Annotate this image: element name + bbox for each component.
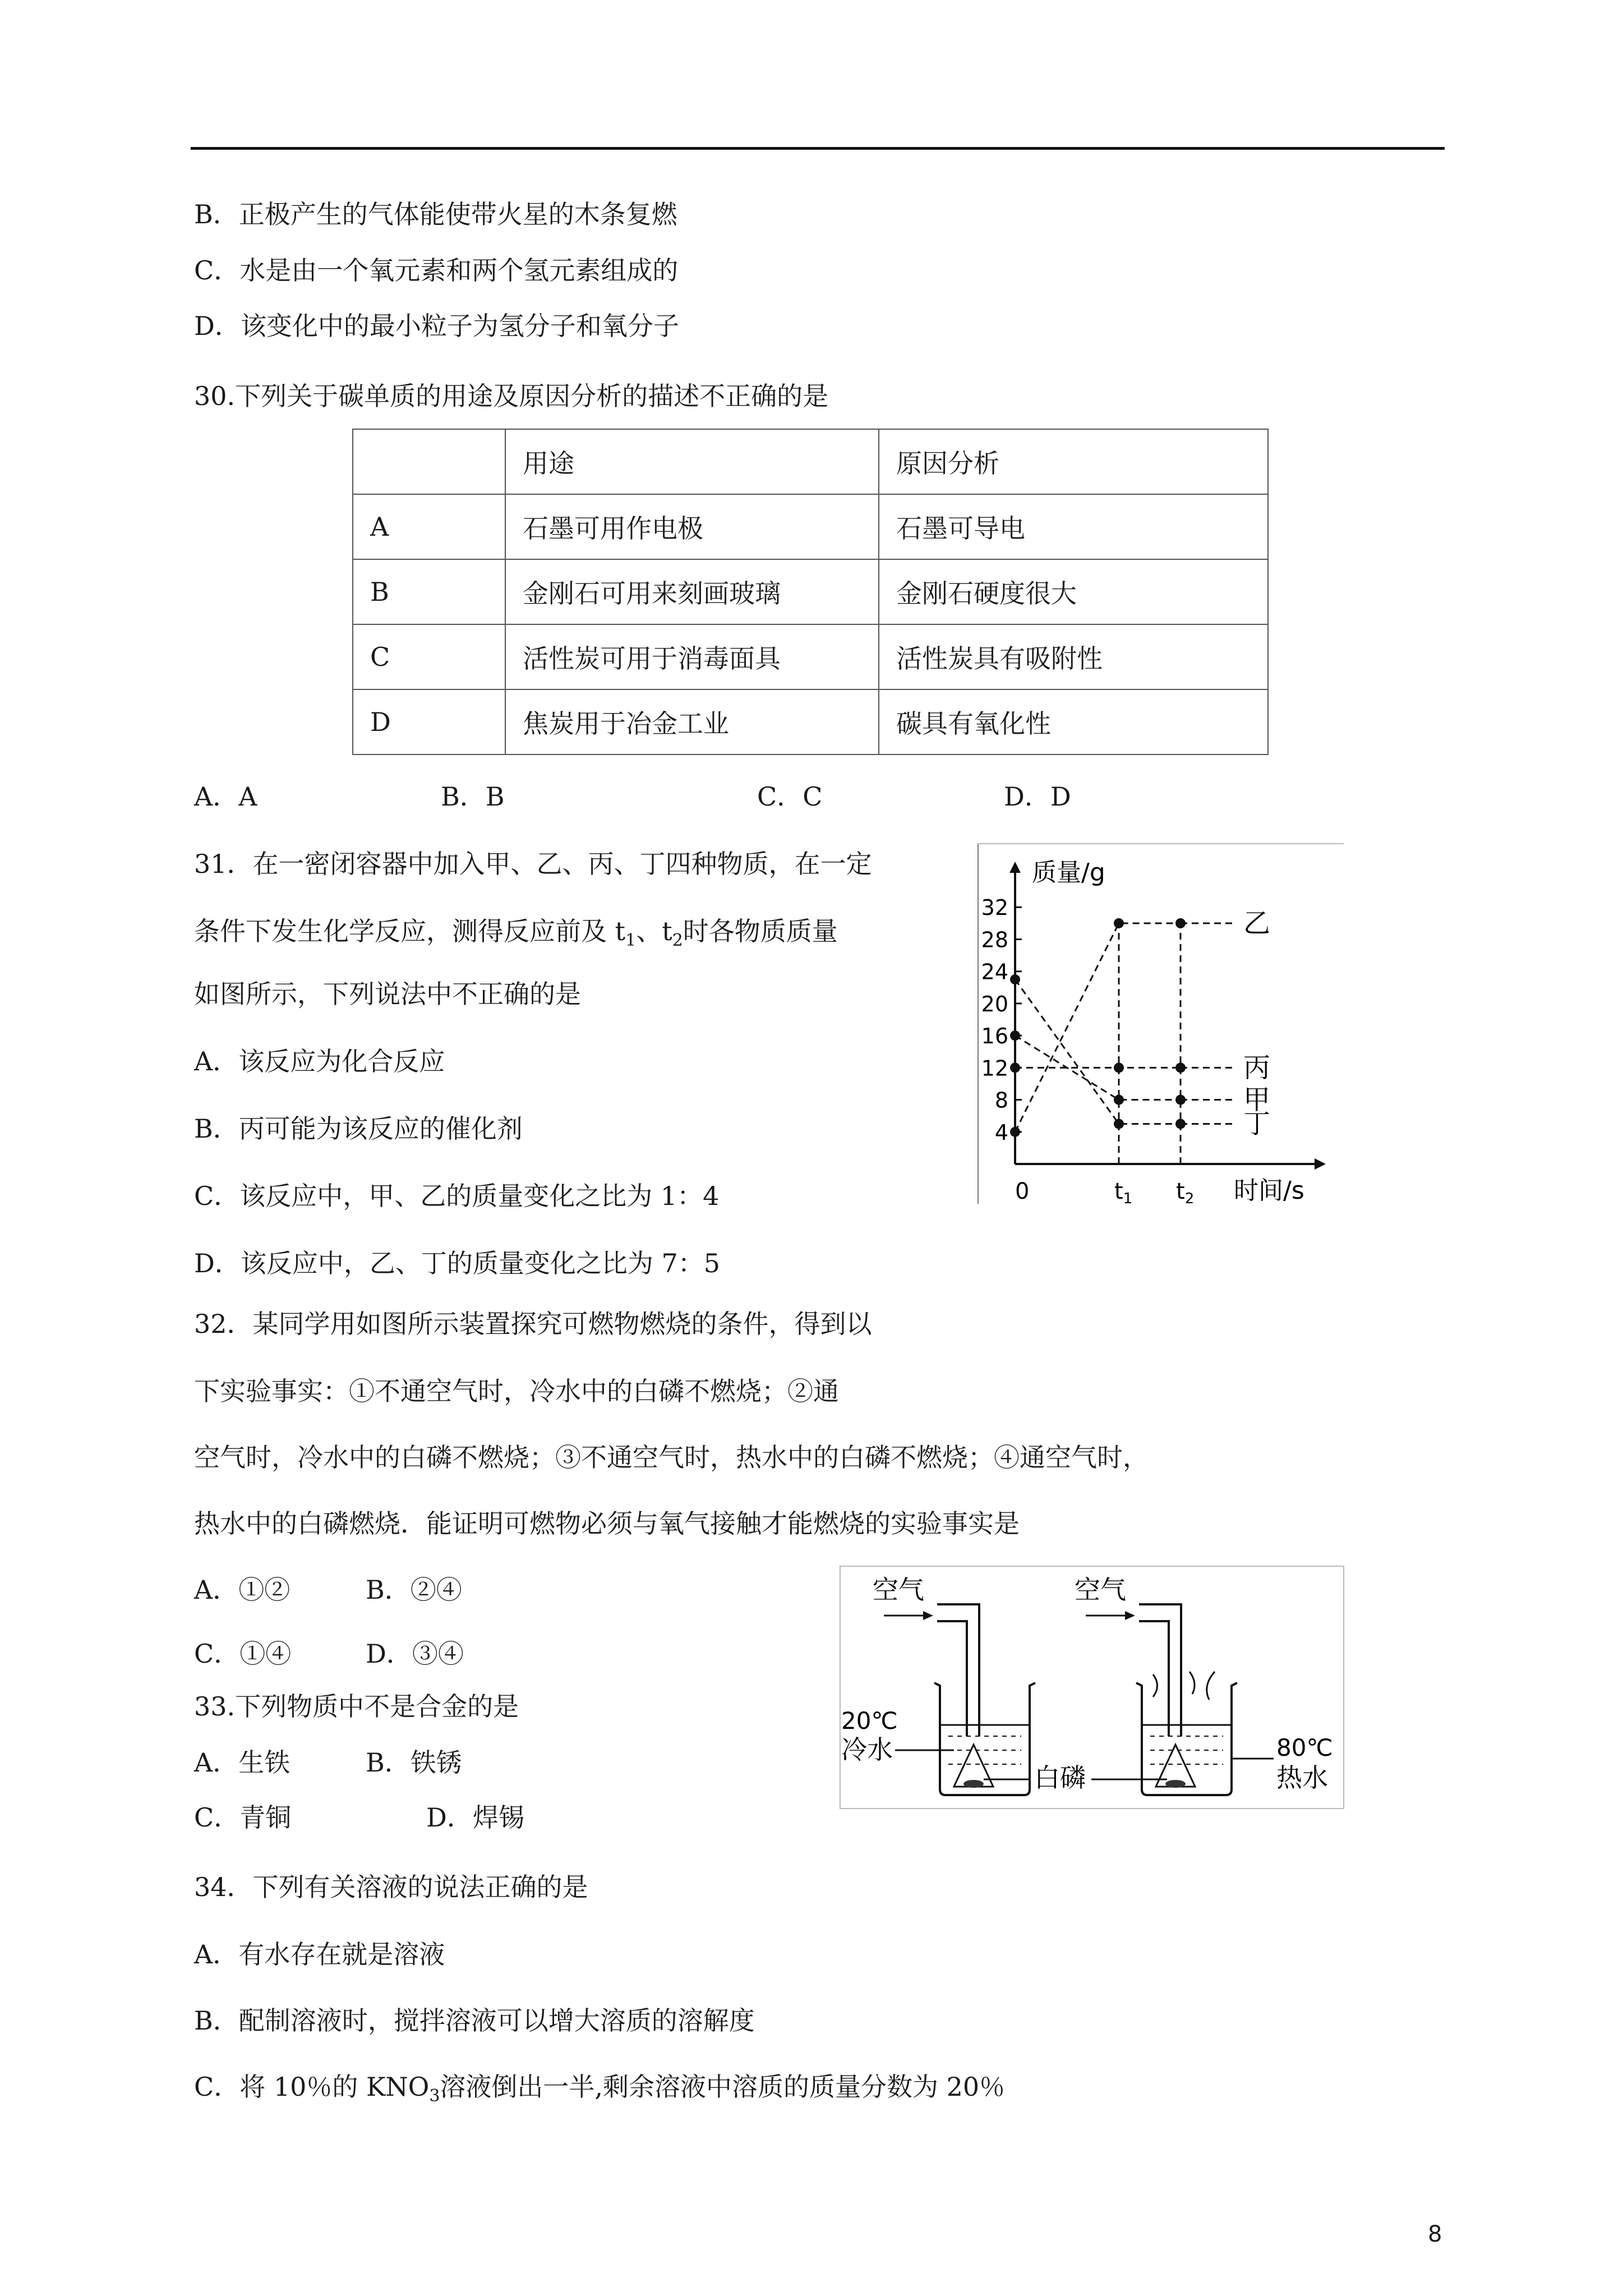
table-cell: 原因分析 <box>879 429 1268 494</box>
text-run: 条件下发生化学反应，测得反应前及 t <box>194 916 626 946</box>
table-cell: 碳具有氧化性 <box>879 689 1268 754</box>
table-row <box>353 494 1268 559</box>
y-tick-label: 16 <box>981 1024 1008 1049</box>
text-run: C．将 10％的 KNO <box>194 2072 430 2102</box>
q31-stem-line1: 31．在一密闭容器中加入甲、乙、丙、丁四种物质，在一定 <box>194 849 872 879</box>
table-cell: C <box>353 624 505 689</box>
q30-option-c: C．C <box>757 781 823 812</box>
hot-water-label: 热水 <box>1276 1763 1328 1793</box>
text-run: 溶液倒出一半,剩余溶液中溶质的质量分数为 20％ <box>440 2072 1006 2102</box>
q31-stem-line3: 如图所示，下列说法中不正确的是 <box>194 979 581 1009</box>
table-cell: 活性炭可用于消毒面具 <box>505 624 879 689</box>
prev-option-b: B．正极产生的气体能使带火星的木条复燃 <box>194 199 677 229</box>
chart-labels <box>981 858 1304 1206</box>
data-point <box>1114 918 1124 928</box>
q32-stem-line4: 热水中的白磷燃烧．能证明可燃物必须与氧气接触才能燃烧的实验事实是 <box>194 1508 1020 1539</box>
white-phosphorus-right <box>1165 1780 1186 1788</box>
x-axis-label: 时间/s <box>1234 1176 1304 1205</box>
q32-stem-line3: 空气时，冷水中的白磷不燃烧；③不通空气时，热水中的白磷不燃烧；④通空气时， <box>194 1442 1149 1473</box>
text-run: 时各物质质量 <box>683 916 838 946</box>
air-tube-right <box>1139 1604 1181 1736</box>
q30-option-b: B．B <box>441 781 505 812</box>
air-tube-left <box>937 1604 979 1736</box>
q31-option-d: D．该反应中，乙、丁的质量变化之比为 7：5 <box>194 1248 721 1278</box>
table-cell: B <box>353 559 505 624</box>
steam-icon <box>1153 1672 1215 1700</box>
q33-option-b: B．铁锈 <box>366 1747 462 1778</box>
q32-option-c: C．①④ <box>194 1639 292 1669</box>
table-cell: 石墨可导电 <box>879 494 1268 559</box>
table-cell: 金刚石硬度很大 <box>879 559 1268 624</box>
y-tick-label: 4 <box>994 1120 1008 1145</box>
data-point <box>1175 1062 1186 1073</box>
combustion-apparatus-figure <box>839 1565 1345 1810</box>
prev-option-d: D．该变化中的最小粒子为氢分子和氧分子 <box>194 311 679 341</box>
q32-option-d: D．③④ <box>366 1639 464 1669</box>
data-point <box>1010 1030 1020 1041</box>
q34-stem: 34．下列有关溶液的说法正确的是 <box>194 1872 588 1902</box>
subscript: 2 <box>672 931 683 951</box>
q31-option-c: C．该反应中，甲、乙的质量变化之比为 1：4 <box>194 1181 720 1211</box>
x-tick-label: $t_1$ <box>1114 1179 1133 1206</box>
subscript: 3 <box>429 2086 440 2106</box>
q33-option-c: C．青铜 <box>194 1802 292 1833</box>
arrow-head-icon <box>923 1611 933 1620</box>
data-point <box>1175 1119 1186 1129</box>
page-number: 8 <box>1428 2221 1442 2247</box>
data-point <box>1114 1095 1124 1105</box>
table-cell: 石墨可用作电极 <box>505 494 879 559</box>
q32-option-a: A．①② <box>194 1575 291 1605</box>
white-phosphorus-left <box>963 1780 984 1788</box>
y-tick-label: 28 <box>981 927 1008 953</box>
y-axis-label: 质量/g <box>1032 858 1105 887</box>
x-tick-label: 0 <box>1015 1179 1030 1204</box>
table-row <box>353 689 1268 754</box>
prev-option-c: C．水是由一个氧元素和两个氢元素组成的 <box>194 255 679 286</box>
q30-stem: 30.下列关于碳单质的用途及原因分析的描述不正确的是 <box>194 381 829 411</box>
chart-series-group <box>1010 918 1237 1137</box>
table-cell: 焦炭用于冶金工业 <box>505 689 879 754</box>
beaker-left <box>934 1683 1035 1795</box>
data-point <box>1114 1119 1124 1129</box>
air-label-right: 空气 <box>1075 1575 1126 1605</box>
y-tick-label: 8 <box>994 1088 1008 1113</box>
series-line <box>1015 979 1181 1124</box>
arrow-head-icon <box>1125 1611 1135 1620</box>
q33-option-d: D．焊锡 <box>426 1802 524 1833</box>
y-axis-arrow-icon <box>1009 862 1021 873</box>
table-cell: D <box>353 689 505 754</box>
y-tick-label: 20 <box>981 991 1008 1016</box>
chart-guides <box>1119 923 1181 1164</box>
table-cell: 金刚石可用来刻画玻璃 <box>505 559 879 624</box>
air-label-left: 空气 <box>873 1575 924 1605</box>
q31-stem-line2 <box>194 914 838 958</box>
y-tick-label: 12 <box>981 1056 1008 1081</box>
q32-option-b: B．②④ <box>366 1575 462 1605</box>
q30-option-d: D．D <box>1004 781 1071 812</box>
table-cell: 用途 <box>505 429 879 494</box>
text-run: 、t <box>636 916 672 946</box>
series-label: 甲 <box>1243 1084 1271 1116</box>
data-point <box>1010 974 1020 984</box>
series-label: 乙 <box>1243 907 1271 939</box>
table-row <box>353 559 1268 624</box>
x-axis-arrow-icon <box>1315 1158 1326 1170</box>
q34-option-b: B．配制溶液时，搅拌溶液可以增大溶质的溶解度 <box>194 2005 755 2036</box>
q31-option-a: A．该反应为化合反应 <box>194 1046 445 1076</box>
q33-stem: 33.下列物质中不是合金的是 <box>194 1691 519 1722</box>
q32-stem-line1: 32．某同学用如图所示装置探究可燃物燃烧的条件，得到以 <box>194 1309 872 1339</box>
y-tick-label: 32 <box>981 895 1008 921</box>
table-row <box>353 624 1268 689</box>
table-cell: 活性炭具有吸附性 <box>879 624 1268 689</box>
table-cell: A <box>353 494 505 559</box>
x-tick-label: $t_2$ <box>1176 1179 1195 1206</box>
q33-option-a: A．生铁 <box>194 1747 291 1778</box>
y-tick-label: 24 <box>981 959 1008 984</box>
data-point <box>1175 918 1186 928</box>
cold-water-label: 冷水 <box>841 1734 893 1765</box>
data-point <box>1114 1062 1124 1073</box>
q32-stem-line2: 下实验事实：①不通空气时，冷水中的白磷不燃烧；②通 <box>194 1376 839 1406</box>
table-cell <box>353 429 505 494</box>
mass-time-chart <box>976 841 1346 1206</box>
beaker-right <box>1136 1683 1237 1795</box>
hot-temp-label: 80℃ <box>1276 1734 1333 1761</box>
data-point <box>1010 1062 1020 1073</box>
q30-table <box>352 429 1269 755</box>
series-label: 丙 <box>1243 1052 1271 1084</box>
q30-option-a: A．A <box>194 781 257 812</box>
series-label: 丁 <box>1243 1108 1271 1140</box>
table-header-row <box>353 429 1268 494</box>
phosphorus-label: 白磷 <box>1034 1763 1086 1793</box>
q34-option-a: A．有水存在就是溶液 <box>194 1939 445 1970</box>
data-point <box>1010 1127 1020 1137</box>
header-rule <box>191 147 1445 150</box>
q31-option-b: B．丙可能为该反应的催化剂 <box>194 1114 523 1144</box>
cold-temp-label: 20℃ <box>841 1707 898 1734</box>
data-point <box>1175 1095 1186 1105</box>
subscript: 1 <box>625 931 637 951</box>
q34-option-c <box>194 2070 1005 2113</box>
